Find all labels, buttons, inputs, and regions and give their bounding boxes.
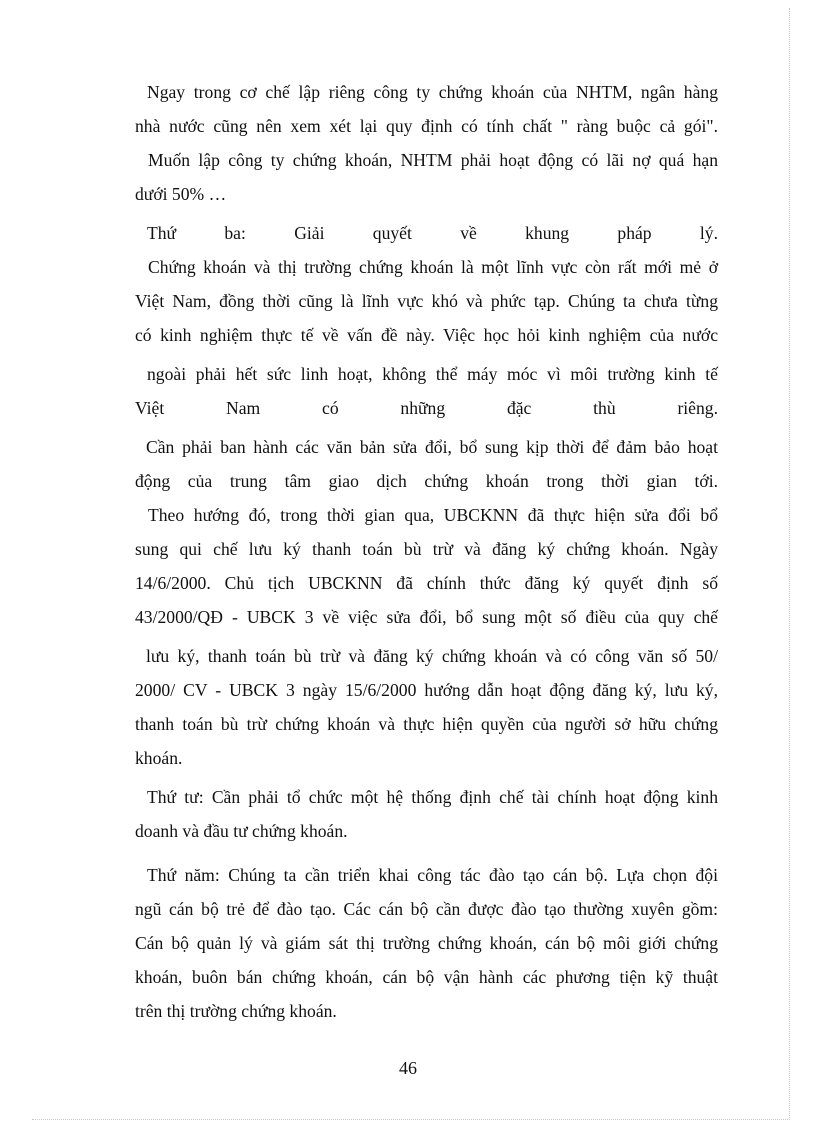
text-line: nhà nước cũng nên xem xét lại quy định có tính chất " ràng buộc cả gói". xyxy=(135,116,718,136)
text-line: thanh toán bù trừ chứng khoán và thực hiện quyền của người sở hữu chứng xyxy=(135,714,718,734)
text-line: có kinh nghiệm thực tế về vấn đề này. Việc học hỏi kinh nghiệm của nước xyxy=(135,325,718,345)
text-line: 14/6/2000. Chủ tịch UBCKNN đã chính thức đăng ký quyết định số xyxy=(135,573,718,593)
text-line: Thứ năm: Chúng ta cần triển khai công tác đào tạo cán bộ. Lựa chọn đội xyxy=(147,865,718,885)
text-line: khoán, buôn bán chứng khoán, cán bộ vận hành các phương tiện kỹ thuật xyxy=(135,967,718,987)
text-line: 43/2000/QĐ - UBCK 3 về việc sửa đổi, bổ sung một số điều của quy chế xyxy=(135,607,718,627)
text-line: động của trung tâm giao dịch chứng khoán trong thời gian tới. xyxy=(135,471,718,491)
text-line: Cần phải ban hành các văn bản sửa đổi, bổ sung kịp thời để đảm bảo hoạt xyxy=(146,437,718,457)
text-line: Thứ tư: Cần phải tổ chức một hệ thống định chế tài chính hoạt động kinh xyxy=(147,787,718,807)
text-line: lưu ký, thanh toán bù trừ và đăng ký chứng khoán và có công văn số 50/ xyxy=(146,646,718,666)
text-line: khoán. xyxy=(135,748,183,768)
text-line: dưới 50% … xyxy=(135,184,227,204)
text-line: ngoài phải hết sức linh hoạt, không thể máy móc vì môi trường kinh tế xyxy=(147,364,718,384)
document-body xyxy=(135,80,718,1023)
text-line: Muốn lập công ty chứng khoán, NHTM phải hoạt động có lãi nợ quá hạn xyxy=(148,150,718,170)
text-line: 2000/ CV - UBCK 3 ngày 15/6/2000 hướng dẫn hoạt động đăng ký, lưu ký, xyxy=(135,680,718,700)
text-line: trên thị trường chứng khoán. xyxy=(135,1001,337,1021)
text-line: Việt Nam, đồng thời cũng là lĩnh vực khó và phức tạp. Chúng ta chưa từng xyxy=(135,291,718,311)
text-line: Thứ ba: Giải quyết về khung pháp lý. xyxy=(147,223,718,243)
text-line: Cán bộ quản lý và giám sát thị trường chứng khoán, cán bộ môi giới chứng xyxy=(135,933,718,953)
text-line: Ngay trong cơ chế lập riêng công ty chứng khoán của NHTM, ngân hàng xyxy=(147,82,718,102)
text-line: Việt Nam có những đặc thù riêng. xyxy=(135,398,718,418)
text-line: sung qui chế lưu ký thanh toán bù trừ và đăng ký chứng khoán. Ngày xyxy=(135,539,718,559)
text-line: doanh và đầu tư chứng khoán. xyxy=(135,821,348,841)
text-line: Theo hướng đó, trong thời gian qua, UBCKNN đã thực hiện sửa đổi bổ xyxy=(148,505,718,525)
page-number: 46 xyxy=(399,1058,417,1078)
text-line: Chứng khoán và thị trường chứng khoán là một lĩnh vực còn rất mới mẻ ở xyxy=(148,257,718,277)
text-line: ngũ cán bộ trẻ để đào tạo. Các cán bộ cần được đào tạo thường xuyên gồm: xyxy=(135,899,718,919)
